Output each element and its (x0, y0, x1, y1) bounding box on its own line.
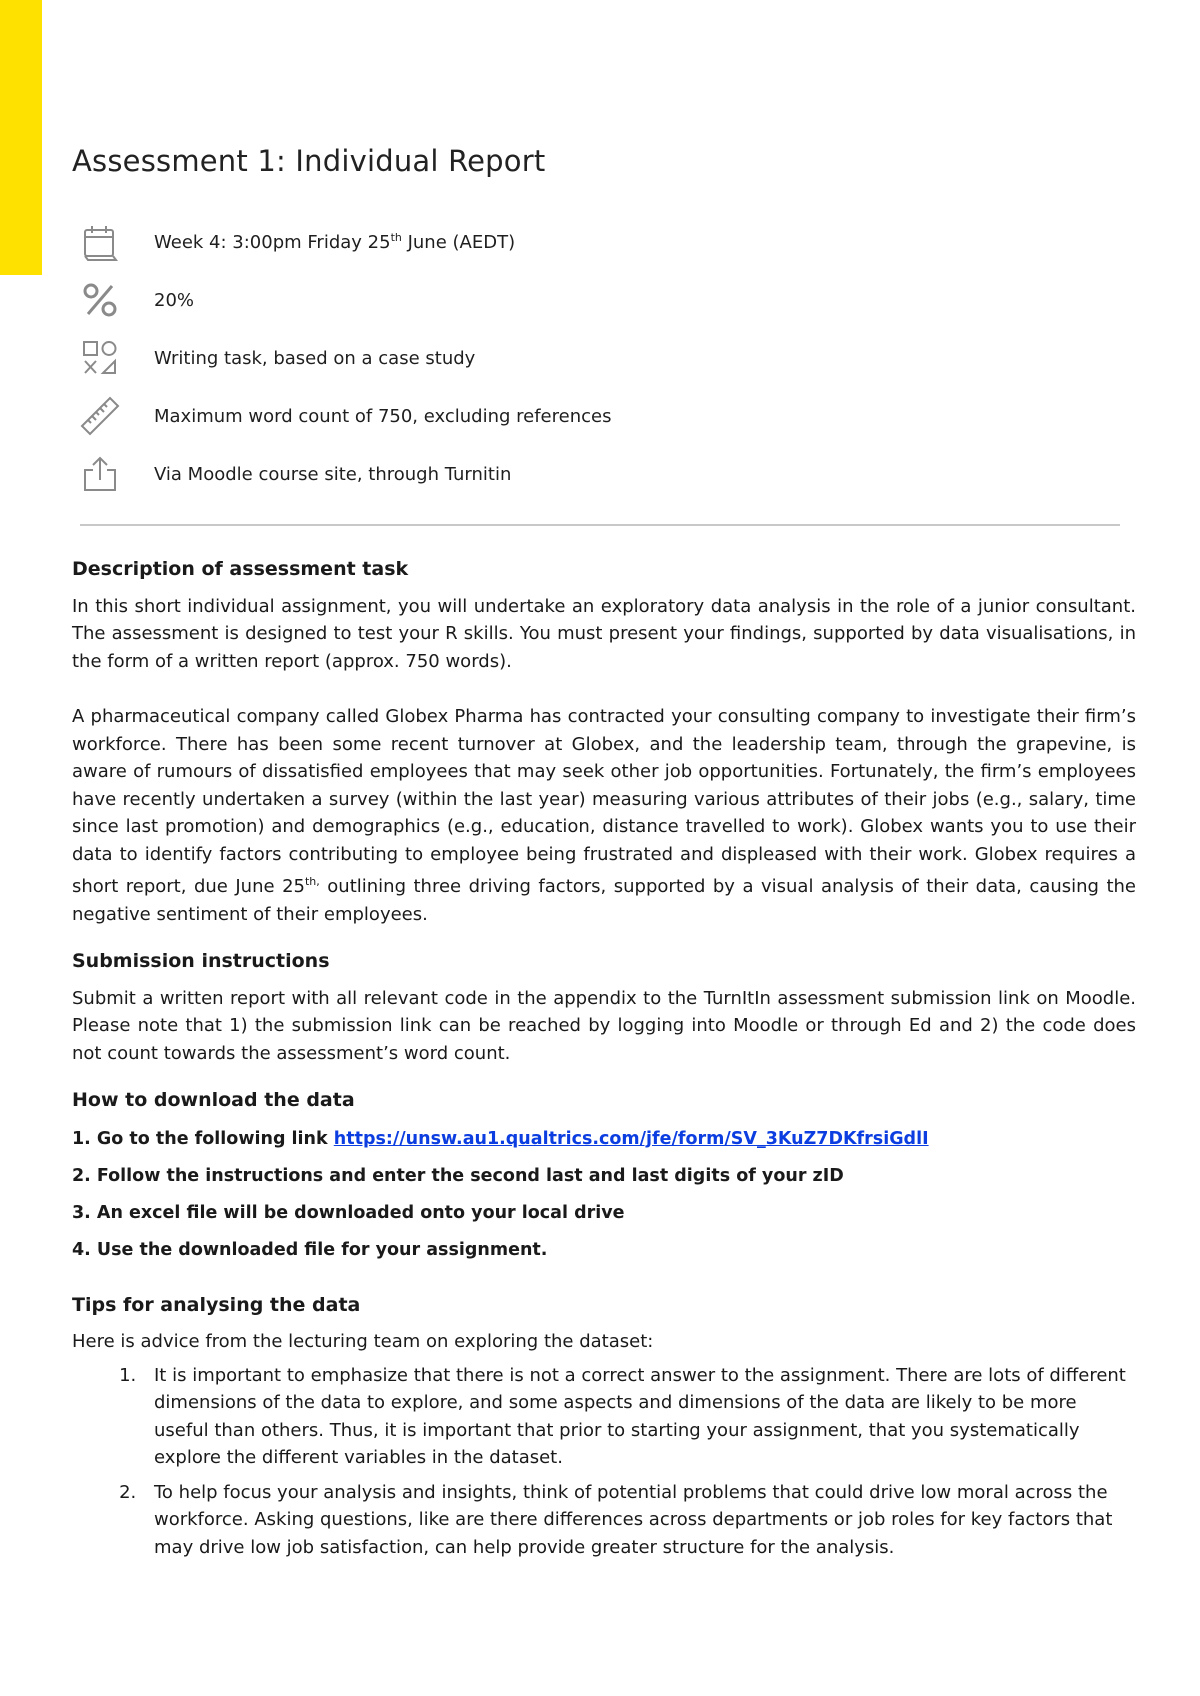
download-heading: How to download the data (72, 1089, 355, 1111)
download-step-1: 1. Go to the following link https://unsw.au1.qualtrics.com/jfe/form/SV_3KuZ7DKfrsiGdlI (72, 1128, 929, 1149)
ruler-icon (78, 394, 122, 438)
due-date-sup: th (390, 231, 402, 244)
upload-icon (78, 452, 122, 496)
qualtrics-link[interactable]: https://unsw.au1.qualtrics.com/jfe/form/SV_3KuZ7DKfrsiGdlI (333, 1128, 929, 1149)
info-task-type (78, 329, 978, 387)
info-due-date (78, 213, 978, 271)
weighting-text: 20% (154, 289, 195, 311)
due-date-text: Week 4: 3:00pm Friday 25 (154, 232, 391, 253)
info-weighting (78, 271, 978, 329)
page-title: Assessment 1: Individual Report (72, 144, 546, 178)
list-item: 1. It is important to emphasize that there is not a correct answer to the assignment. There are lots of different dimensions of the data to explore, and some aspects and dimensions of the data are likely to be more useful than others. Thus, it is important that prior to starting your assignment, that you systematically explore the different variables in the dataset. (142, 1362, 1136, 1472)
submission-paragraph: Submit a written report with all relevant code in the appendix to the TurnItIn assessment submission link on Moodle. Please note that 1) the submission link can be reached by logging into Moodle or through Ed and 2) the code does not count towards the assessment’s word count. (72, 987, 1136, 1064)
tips-heading: Tips for analysing the data (72, 1293, 361, 1316)
section-divider (80, 524, 1120, 526)
due-date-text-end: June (AEDT) (401, 232, 516, 253)
info-word-count (78, 387, 978, 445)
word-count-text: Maximum word count of 750, excluding references (154, 405, 612, 427)
list-item: 2. To help focus your analysis and insights, think of potential problems that could drive low moral across the workforce. Asking questions, like are there differences across departments or job roles for key factors that may drive low job satisfaction, can help provide greater structure for the analysis. (142, 1479, 1136, 1562)
download-step-3: 3. An excel file will be downloaded onto your local drive (72, 1202, 625, 1223)
shapes-icon (78, 336, 122, 380)
info-submission-method (78, 445, 978, 503)
tips-intro: Here is advice from the lecturing team on exploring the dataset: (72, 1331, 654, 1352)
tips-list (72, 1362, 1136, 1562)
description-paragraph-2: A pharmaceutical company called Globex Pharma has contracted your consulting company to investigate their firm’s workforce. There has been some recent turnover at Globex, and the leadership team, through the grapevine, is aware of rumours of dissatisfied employees that may seek other job opportunities. Fortunately, the firm’s employees have recently undertaken a survey (within the last year) measuring various attributes of their jobs (e.g., salary, time since last promotion) and demographics (e.g., education, distance travelled to work). Globex wants you to use their data to identify factors contributing to employee being frustrated and displeased with their work. Globex requires a short report, due June $25^{th,}$ outlining three driving factors, supported by a visual analysis of their data, causing the negative sentiment of their employees. (72, 706, 1136, 925)
assessment-info-list (78, 213, 978, 503)
accent-bar (0, 0, 42, 275)
task-type-text: Writing task, based on a case study (154, 347, 476, 369)
download-steps (72, 1124, 1136, 1272)
download-step-2: 2. Follow the instructions and enter the second last and last digits of your zID (72, 1165, 844, 1186)
download-step-4: 4. Use the downloaded file for your assignment. (72, 1239, 548, 1260)
description-heading: Description of assessment task (72, 558, 409, 580)
description-paragraph-1: In this short individual assignment, you will undertake an exploratory data analysis in the role of a junior consultant. The assessment is designed to test your R skills. You must present your findings, supported by data visualisations, in the form of a written report (approx. 750 words). (72, 595, 1136, 672)
submission-heading: Submission instructions (72, 950, 330, 972)
document-body (72, 556, 1136, 1568)
percent-icon (78, 278, 122, 322)
calendar-icon (78, 220, 122, 264)
submission-method-text: Via Moodle course site, through Turnitin (154, 463, 512, 485)
